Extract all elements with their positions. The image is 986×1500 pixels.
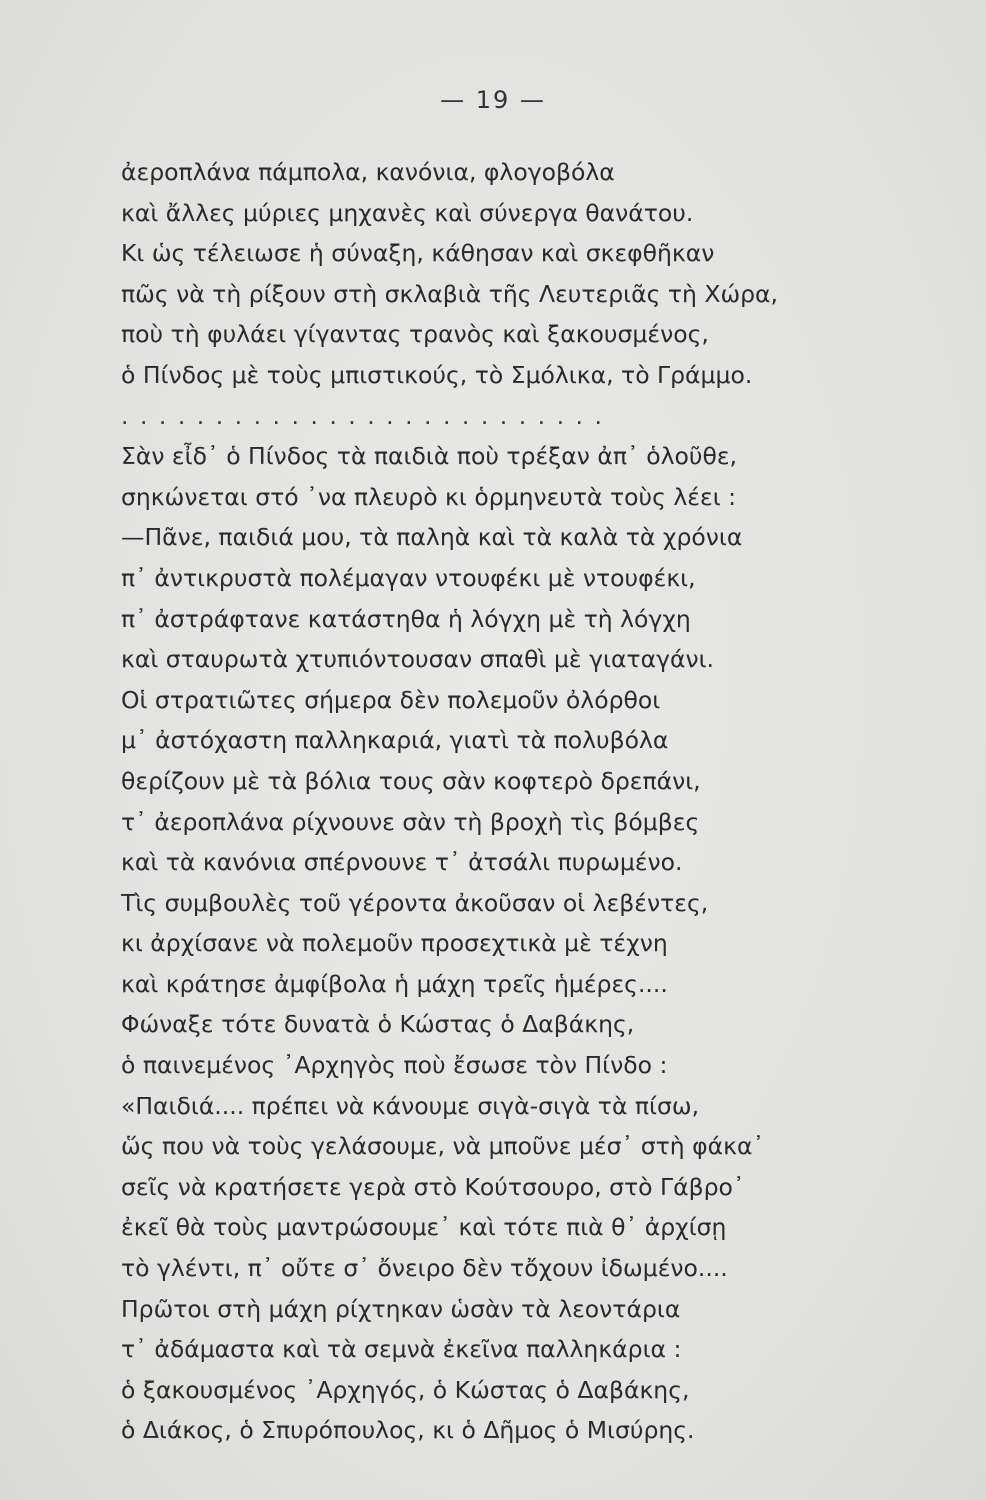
text-line: Τὶς συμβουλὲς τοῦ γέροντα ἀκοῦσαν οἱ λεβέντες, — [121, 888, 709, 917]
text-line: σεῖς νὰ κρατήσετε γερὰ στὸ Κούτσουρο, στὸ Γάβρο᾽ — [121, 1172, 745, 1201]
text-line: ὁ Πίνδος μὲ τοὺς μπιστικούς, τὸ Σμόλικα, τὸ Γράμμο. — [121, 360, 753, 389]
text-line: π᾽ ἀντικρυστὰ πολέμαγαν ντουφέκι μὲ ντουφέκι, — [121, 563, 696, 592]
text-line: ὁ ξακουσμένος ᾽Αρχηγός, ὁ Κώστας ὁ Δαβάκης, — [121, 1375, 690, 1404]
text-line: «Παιδιά.... πρέπει νὰ κάνουμε σιγὰ-σιγὰ τὰ πίσω, — [121, 1091, 700, 1120]
text-line: π᾽ ἀστράφτανε κατάστηθα ἡ λόγχη μὲ τὴ λόγχη — [121, 604, 691, 633]
text-line: καὶ κράτησε ἀμφίβολα ἡ μάχη τρεῖς ἡμέρες.... — [121, 969, 668, 998]
text-line: θερίζουν μὲ τὰ βόλια τους σὰν κοφτερὸ δρεπάνι, — [121, 766, 701, 795]
text-line: καὶ ἄλλες μύριες μηχανὲς καὶ σύνεργα θανάτου. — [121, 198, 694, 227]
text-line: ὁ παινεμένος ᾽Αρχηγὸς ποὺ ἔσωσε τὸν Πίνδο : — [121, 1051, 668, 1080]
text-line: Κι ὡς τέλειωσε ἡ σύναξη, κάθησαν καὶ σκεφθῆκαν — [121, 239, 715, 268]
text-line: —Πᾶνε, παιδιά μου, τὰ παληὰ καὶ τὰ καλὰ τὰ χρόνια — [121, 523, 743, 552]
text-line: τὸ γλέντι, π᾽ οὔτε σ᾽ ὄνειρο δὲν τὄχουν ἰδωμένο.... — [121, 1254, 728, 1283]
text-line: πῶς νὰ τὴ ρίξουν στὴ σκλαβιὰ τῆς Λευτεριᾶς τὴ Χώρα, — [121, 279, 779, 308]
page-number: — 19 — — [440, 86, 546, 114]
text-line: ἐκεῖ θὰ τοὺς μαντρώσουμε᾽ καὶ τότε πιὰ θ᾽ ἀρχίσῃ — [121, 1213, 727, 1242]
text-line: κι ἀρχίσανε νὰ πολεμοῦν προσεχτικὰ μὲ τέχνη — [121, 929, 668, 958]
text-line: ὥς που νὰ τοὺς γελάσουμε, νὰ μποῦνε μέσ᾽ στὴ φάκα᾽ — [121, 1132, 765, 1161]
text-line: τ᾽ ἀεροπλάνα ρίχνουνε σὰν τὴ βροχὴ τὶς βόμβες — [121, 807, 700, 836]
poem-text — [121, 152, 881, 1451]
text-line: ἀεροπλάνα πάμπολα, κανόνια, φλογοβόλα — [121, 158, 615, 186]
text-line: Φώναξε τότε δυνατὰ ὁ Κώστας ὁ Δαβάκης, — [121, 1010, 635, 1039]
text-line: Σὰν εἶδ᾽ ὁ Πίνδος τὰ παιδιὰ ποὺ τρέξαν ἀπ᾽ ὁλοῦθε, — [121, 442, 738, 471]
text-line: μ᾽ ἀστόχαστη παλληκαριά, γιατὶ τὰ πολυβόλα — [121, 726, 669, 755]
text-line: ὁ Διάκος, ὁ Σπυρόπουλος, κι ὁ Δῆμος ὁ Μισύρης. — [121, 1416, 695, 1445]
dotted-separator: . . . . . . . . . . . . . . . . . . . . . . . . . . — [121, 401, 604, 430]
text-line: σηκώνεται στό ᾽να πλευρὸ κι ὁρμηνευτὰ τοὺς λέει : — [121, 482, 737, 511]
text-line: τ᾽ ἀδάμαστα καὶ τὰ σεμνὰ ἐκεῖνα παλληκάρια : — [121, 1335, 682, 1364]
text-line: Πρῶτοι στὴ μάχη ρίχτηκαν ὡσὰν τὰ λεοντάρια — [121, 1294, 681, 1323]
text-line: καὶ σταυρωτὰ χτυπιόντουσαν σπαθὶ μὲ γιαταγάνι. — [121, 645, 715, 674]
text-line: Οἱ στρατιῶτες σήμερα δὲν πολεμοῦν ὀλόρθοι — [121, 685, 661, 714]
text-line: ποὺ τὴ φυλάει γίγαντας τρανὸς καὶ ξακουσμένος, — [121, 320, 709, 349]
text-line: καὶ τὰ κανόνια σπέρνουνε τ᾽ ἀτσάλι πυρωμένο. — [121, 848, 683, 877]
